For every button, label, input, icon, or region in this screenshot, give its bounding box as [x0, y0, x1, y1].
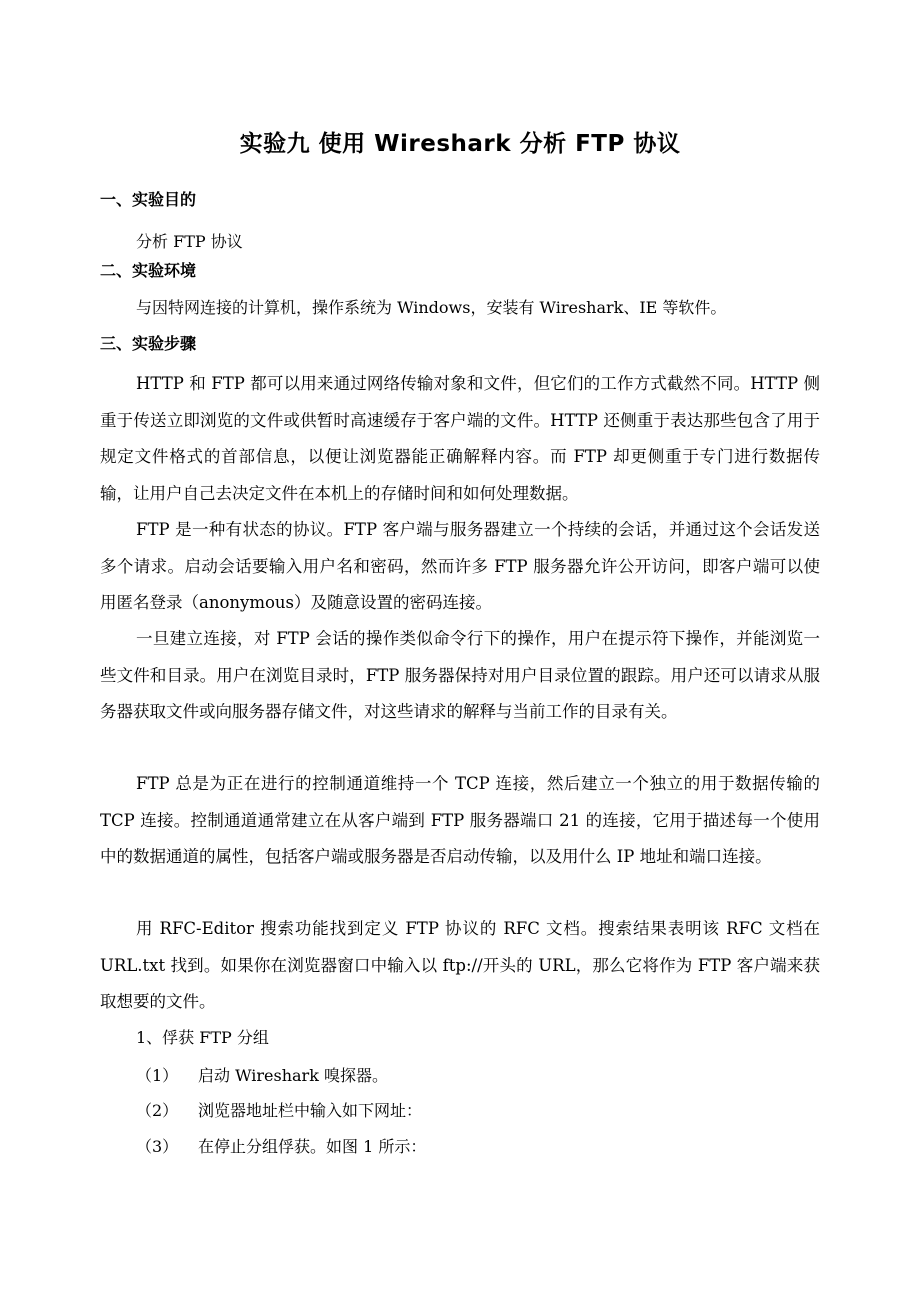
paragraph-http-vs-ftp: HTTP 和 FTP 都可以用来通过网络传输对象和文件，但它们的工作方式截然不同。HTTP 侧重于传送立即浏览的文件或供暂时高速缓存于客户端的文件。HTTP 还侧重于表达那些包含了用于规定文件格式的首部信息，以便让浏览器能正确解释内容。而 FTP 却更侧重于专门进行数据传输，让用户自己去决定文件在本机上的存储时间和如何处理数据。: [100, 374, 820, 503]
subsection-capture-ftp: 1、俘获 FTP 分组: [136, 1028, 269, 1047]
step-number: （2）: [136, 1101, 179, 1120]
section-heading-purpose: 一、实验目的: [100, 190, 197, 209]
paragraph-ftp-stateful: FTP 是一种有状态的协议。FTP 客户端与服务器建立一个持续的会话，并通过这个会话发送多个请求。启动会话要输入用户名和密码，然而许多 FTP 服务器允许公开访问，即客户端可以使用匿名登录（anonymous）及随意设置的密码连接。: [100, 520, 820, 612]
step-item: [136, 1064, 388, 1088]
purpose-text: 分析 FTP 协议: [136, 232, 243, 251]
page-title: 实验九 使用 Wireshark 分析 FTP 协议: [239, 131, 681, 157]
paragraph-ftp-channels: FTP 总是为正在进行的控制通道维持一个 TCP 连接，然后建立一个独立的用于数据传输的 TCP 连接。控制通道通常建立在从客户端到 FTP 服务器端口 21 的连接，它用于描述每一个使用中的数据通道的属性，包括客户端或服务器是否启动传输，以及用什么 IP 地址和端口连接。: [100, 774, 820, 866]
step-text: 浏览器地址栏中输入如下网址：: [198, 1101, 423, 1120]
step-text: 启动 Wireshark 嗅探器。: [198, 1066, 388, 1085]
step-number: （1）: [136, 1066, 179, 1085]
paragraph-rfc-editor: 用 RFC-Editor 搜索功能找到定义 FTP 协议的 RFC 文档。搜索结果表明该 RFC 文档在 URL.txt 找到。如果你在浏览器窗口中输入以 ftp://开头的 URL，那么它将作为 FTP 客户端来获取想要的文件。: [100, 919, 820, 1011]
step-item: [136, 1099, 422, 1123]
step-number: （3）: [136, 1137, 179, 1156]
section-heading-environment: 二、实验环境: [100, 261, 197, 280]
step-text: 在停止分组俘获。如图 1 所示：: [198, 1137, 427, 1156]
step-item: [136, 1135, 426, 1159]
environment-text: 与因特网连接的计算机，操作系统为 Windows，安装有 Wireshark、IE 等软件。: [136, 298, 727, 317]
section-heading-steps: 三、实验步骤: [100, 334, 197, 353]
paragraph-ftp-session: 一旦建立连接，对 FTP 会话的操作类似命令行下的操作，用户在提示符下操作，并能浏览一些文件和目录。用户在浏览目录时，FTP 服务器保持对用户目录位置的跟踪。用户还可以请求从服务器获取文件或向服务器存储文件，对这些请求的解释与当前工作的目录有关。: [100, 629, 820, 721]
